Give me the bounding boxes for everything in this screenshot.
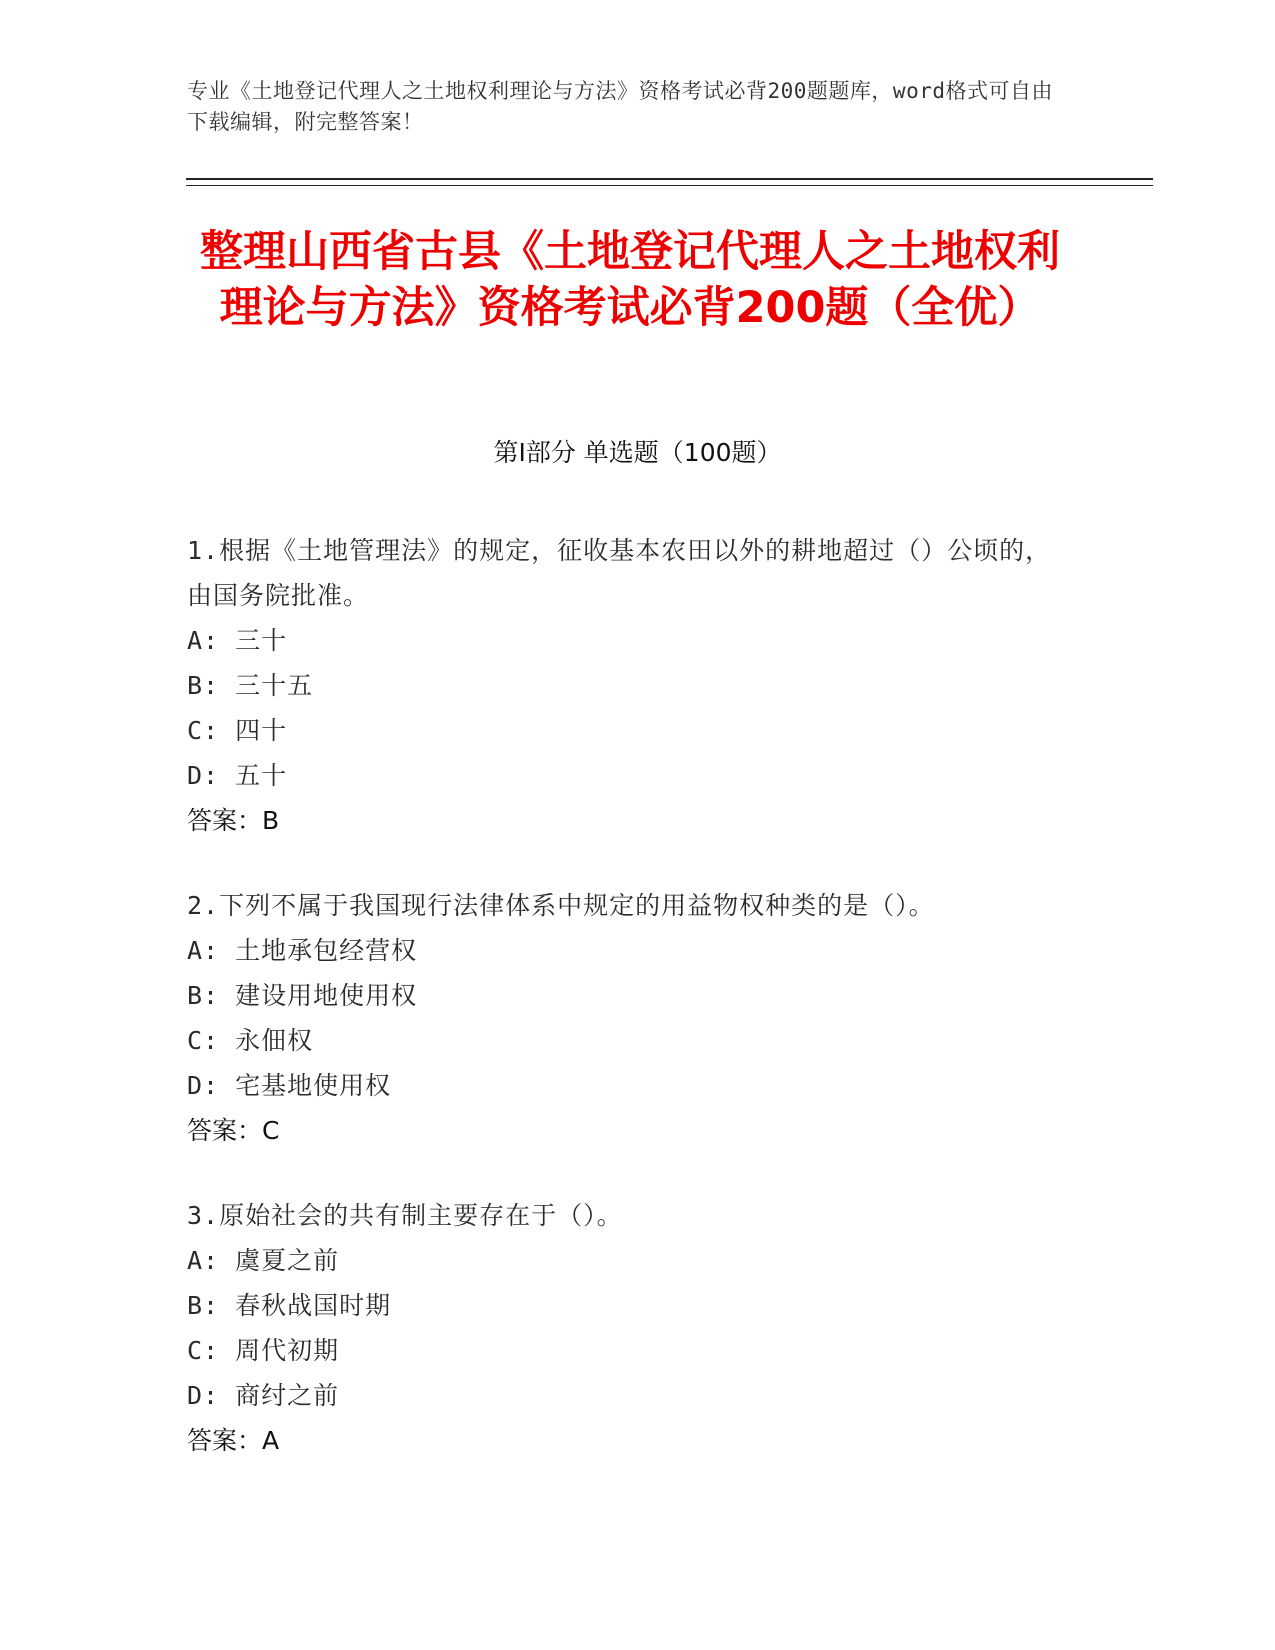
option-a: A: 虞夏之前 bbox=[187, 1246, 340, 1275]
question-list bbox=[187, 528, 1067, 1503]
document-title: 整理山西省古县《土地登记代理人之土地权利理论与方法》资格考试必背200题（全优） bbox=[200, 227, 1060, 333]
option-c: C: 四十 bbox=[187, 716, 288, 745]
question-text: 1.根据《土地管理法》的规定，征收基本农田以外的耕地超过（）公顷的，由国务院批准。 bbox=[187, 536, 1052, 610]
question-3 bbox=[187, 1193, 1067, 1463]
header-note: 专业《土地登记代理人之土地权利理论与方法》资格考试必背200题题库，word格式可自由下载编辑，附完整答案！ bbox=[187, 79, 1053, 134]
option-d: D: 五十 bbox=[187, 761, 288, 790]
header-divider-thin bbox=[186, 185, 1153, 186]
question-text: 3.原始社会的共有制主要存在于（）。 bbox=[187, 1201, 623, 1230]
option-b: B: 建设用地使用权 bbox=[187, 981, 418, 1010]
option-c: C: 永佃权 bbox=[187, 1026, 314, 1055]
option-a: A: 三十 bbox=[187, 626, 288, 655]
header-divider-thick bbox=[186, 178, 1153, 180]
option-d: D: 宅基地使用权 bbox=[187, 1071, 392, 1100]
option-b: B: 春秋战国时期 bbox=[187, 1291, 392, 1320]
section-title: 第Ⅰ部分 单选题（100题） bbox=[493, 438, 782, 467]
question-2 bbox=[187, 883, 1067, 1153]
option-d: D: 商纣之前 bbox=[187, 1381, 340, 1410]
question-1 bbox=[187, 528, 1067, 843]
option-b: B: 三十五 bbox=[187, 671, 314, 700]
answer: 答案：C bbox=[187, 1116, 280, 1145]
answer: 答案：A bbox=[187, 1426, 280, 1455]
option-a: A: 土地承包经营权 bbox=[187, 936, 418, 965]
option-c: C: 周代初期 bbox=[187, 1336, 340, 1365]
answer: 答案：B bbox=[187, 806, 280, 835]
question-text: 2.下列不属于我国现行法律体系中规定的用益物权种类的是（）。 bbox=[187, 891, 935, 920]
